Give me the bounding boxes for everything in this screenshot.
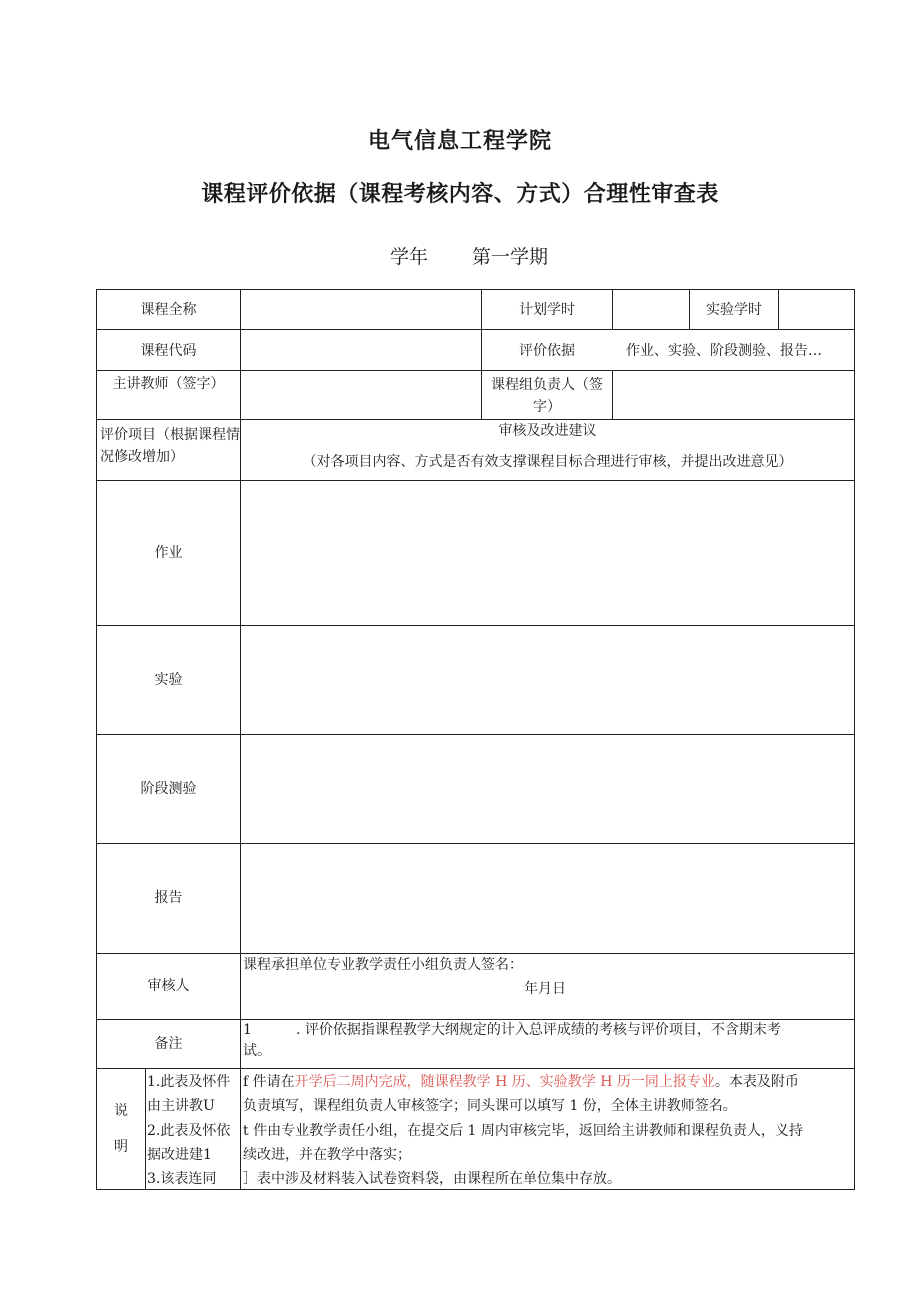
notes-label-2: 明 (114, 1139, 128, 1155)
academic-year-label: 学年 (390, 246, 429, 268)
item-label-stage-test: 阶段测验 (140, 781, 197, 797)
notes-left-2: 由主讲教U (147, 1098, 215, 1114)
notes-right-1-highlight: 开学后二周内完成，随课程教学 H 历、实验教学 H 历一同上报专业 (294, 1074, 715, 1090)
course-code-label: 课程代码 (140, 343, 197, 359)
notes-left-4: 据改进建1 (147, 1147, 212, 1163)
notes-label-1: 说 (114, 1103, 128, 1119)
item-label-report: 报告 (154, 890, 183, 906)
planned-hours-label: 计划学时 (519, 302, 575, 318)
review-subtitle: （对各项目内容、方式是否有效支撑课程目标合理进行审核，并提出改进意见） (302, 454, 793, 470)
notes-left-1: 1.此表及怀件 (147, 1074, 231, 1090)
form-title: 课程评价依据（课程考核内容、方式）合理性审查表 (201, 182, 719, 207)
group-leader-signature-label: 课程组负责人（签字） (491, 377, 603, 415)
remarks-label: 备注 (154, 1036, 183, 1052)
eval-item-label: 评价项目（根据课程情况修改增加） (100, 427, 240, 465)
notes-right-2: 负责填写，课程组负责人审核签字；同头课可以填写 1 份，全体主讲教师签名。 (243, 1098, 737, 1114)
semester-label: 第一学期 (472, 246, 549, 268)
lab-hours-label: 实验学时 (706, 302, 762, 318)
remarks-number: 1 (243, 1022, 252, 1038)
lecturer-signature-label: 主讲教师（签字） (112, 376, 225, 392)
reviewer-date: 年月日 (524, 981, 566, 997)
review-title: 审核及改进建议 (498, 423, 597, 439)
eval-basis-value: 作业、实验、阶段测验、报告… (626, 343, 822, 359)
notes-right-1a: f 件请在 (243, 1074, 295, 1090)
remarks-text-line2: 试。 (243, 1043, 271, 1059)
item-label-homework: 作业 (154, 545, 183, 561)
item-label-experiment: 实验 (154, 672, 183, 688)
college-title: 电气信息工程学院 (367, 129, 552, 154)
remarks-text-line1: . 评价依据指课程教学大纲规定的计入总评成绩的考核与评价项目，不含期末考 (296, 1022, 781, 1038)
notes-right-4: 续改进，并在教学中落实； (243, 1147, 411, 1163)
course-name-label: 课程全称 (140, 302, 197, 318)
notes-right-3: t 件由专业教学责任小组，在提交后 1 周内审核完毕，返回给主讲教师和课程负责人，义持 (243, 1123, 803, 1139)
reviewer-signature-prompt: 课程承担单位专业教学责任小组负责人签名： (243, 957, 523, 973)
reviewer-label: 审核人 (147, 978, 190, 994)
notes-right-5: ］表中涉及材料装入试卷资料袋，由课程所在单位集中存放。 (243, 1171, 621, 1187)
notes-left-5: 3.该表连同 (147, 1171, 217, 1187)
notes-left-3: 2.此表及怀依 (147, 1123, 231, 1139)
notes-right-1c: 。本表及附币 (714, 1074, 799, 1090)
eval-basis-label: 评价依据 (519, 343, 575, 359)
notes-right-1 (243, 1071, 853, 1093)
